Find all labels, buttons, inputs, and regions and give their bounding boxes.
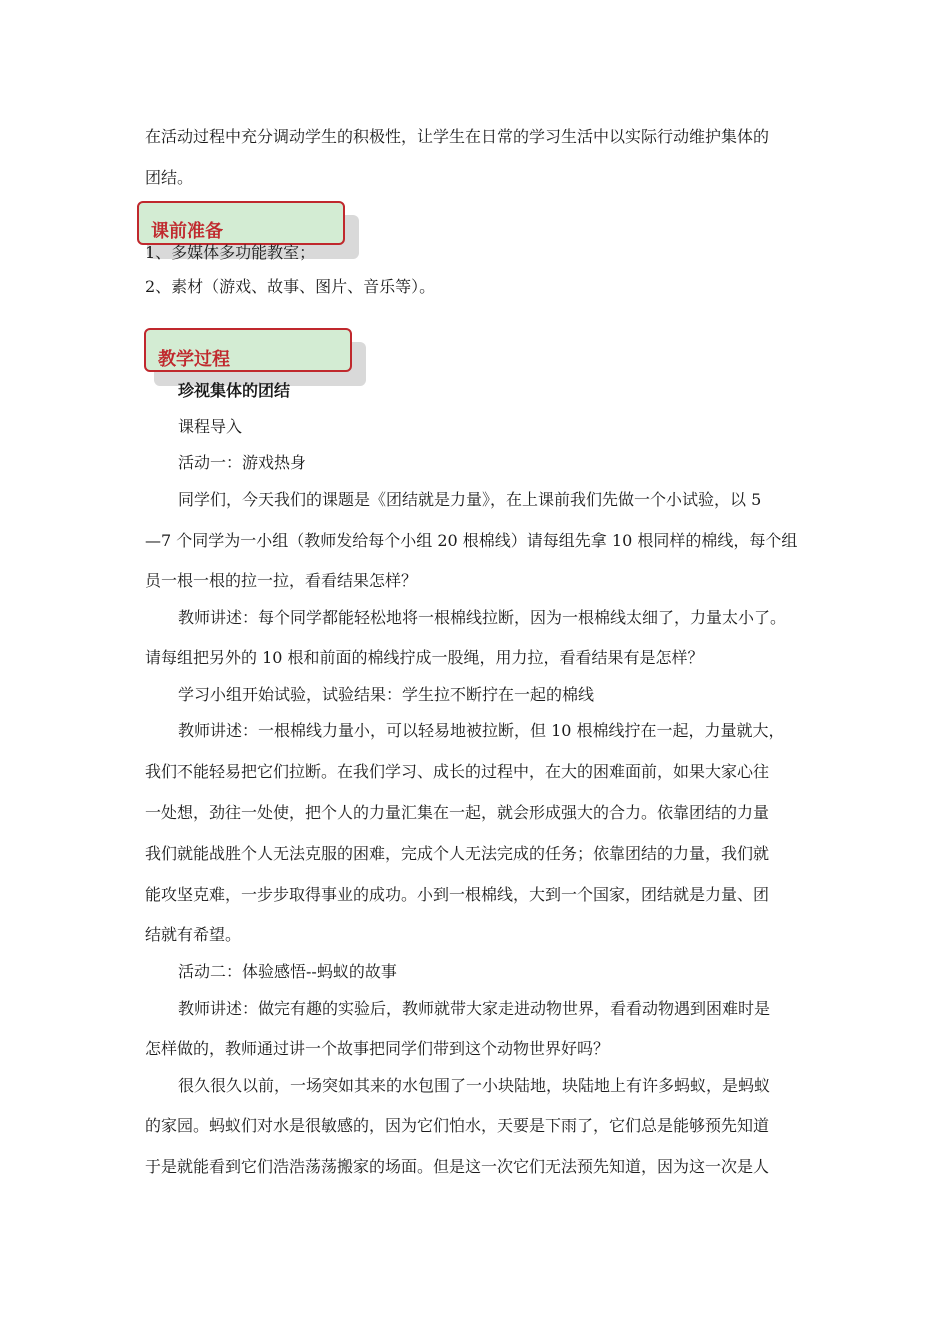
- process-header: [144, 328, 366, 386]
- paragraph-6-line-3: 于是就能看到它们浩浩荡荡搬家的场面。但是这一次它们无法预先知道，因为这一次是人: [145, 1157, 770, 1176]
- paragraph-6-line-1: 很久很久以前，一场突如其来的水包围了一小块陆地，块陆地上有许多蚂蚁，是蚂蚁: [178, 1076, 771, 1095]
- preparation-header-label: 课前准备: [151, 221, 223, 242]
- intro-line-1: 在活动过程中充分调动学生的积极性，让学生在日常的学习生活中以实际行动维护集体的: [145, 127, 770, 146]
- paragraph-4-line-3: 一处想，劲往一处使，把个人的力量汇集在一起，就会形成强大的合力。依靠团结的力量: [145, 803, 770, 822]
- paragraph-2-line-2: 请每组把另外的 10 根和前面的棉线拧成一股绳，用力拉，看看结果有是怎样？: [145, 648, 704, 667]
- process-header-label: 教学过程: [158, 349, 230, 370]
- paragraph-4-line-1: 教师讲述：一根棉线力量小，可以轻易地被拉断，但 10 根棉线拧在一起，力量就大，: [178, 721, 785, 740]
- lesson-title: 珍视集体的团结: [178, 381, 291, 400]
- paragraph-3-line-1: 学习小组开始试验，试验结果：学生拉不断拧在一起的棉线: [178, 685, 595, 704]
- paragraph-1-line-3: 员一根一根的拉一拉，看看结果怎样？: [145, 571, 418, 590]
- lesson-subtitle: 课程导入: [178, 417, 243, 436]
- paragraph-4-line-2: 我们不能轻易把它们拉断。在我们学习、成长的过程中，在大的困难面前，如果大家心往: [145, 762, 770, 781]
- activity-1-heading: 活动一：游戏热身: [178, 453, 307, 472]
- activity-2-heading: 活动二：体验感悟--蚂蚁的故事: [178, 962, 397, 981]
- paragraph-1-line-1: 同学们，今天我们的课题是《团结就是力量》，在上课前我们先做一个小试验，以 5: [178, 490, 762, 509]
- paragraph-1-line-2: —7 个同学为一小组（教师发给每个小组 20 根棉线）请每组先拿 10 根同样的棉线，每个组: [145, 531, 798, 550]
- paragraph-6-line-2: 的家园。蚂蚁们对水是很敏感的，因为它们怕水，天要是下雨了，它们总是能够预先知道: [145, 1116, 770, 1135]
- paragraph-5-line-2: 怎样做的，教师通过讲一个故事把同学们带到这个动物世界好吗？: [145, 1039, 610, 1058]
- preparation-item-1: 1、多媒体多功能教室；: [145, 243, 316, 262]
- paragraph-4-line-6: 结就有希望。: [145, 925, 242, 944]
- paragraph-4-line-5: 能攻坚克难，一步步取得事业的成功。小到一根棉线，大到一个国家，团结就是力量、团: [145, 885, 770, 904]
- paragraph-4-line-4: 我们就能战胜个人无法克服的困难，完成个人无法完成的任务；依靠团结的力量，我们就: [145, 844, 770, 863]
- preparation-item-2: 2、素材（游戏、故事、图片、音乐等）。: [145, 277, 436, 296]
- paragraph-5-line-1: 教师讲述：做完有趣的实验后，教师就带大家走进动物世界，看看动物遇到困难时是: [178, 999, 771, 1018]
- intro-line-2: 团结。: [145, 168, 194, 187]
- paragraph-2-line-1: 教师讲述：每个同学都能轻松地将一根棉线拉断，因为一根棉线太细了，力量太小了。: [178, 608, 787, 627]
